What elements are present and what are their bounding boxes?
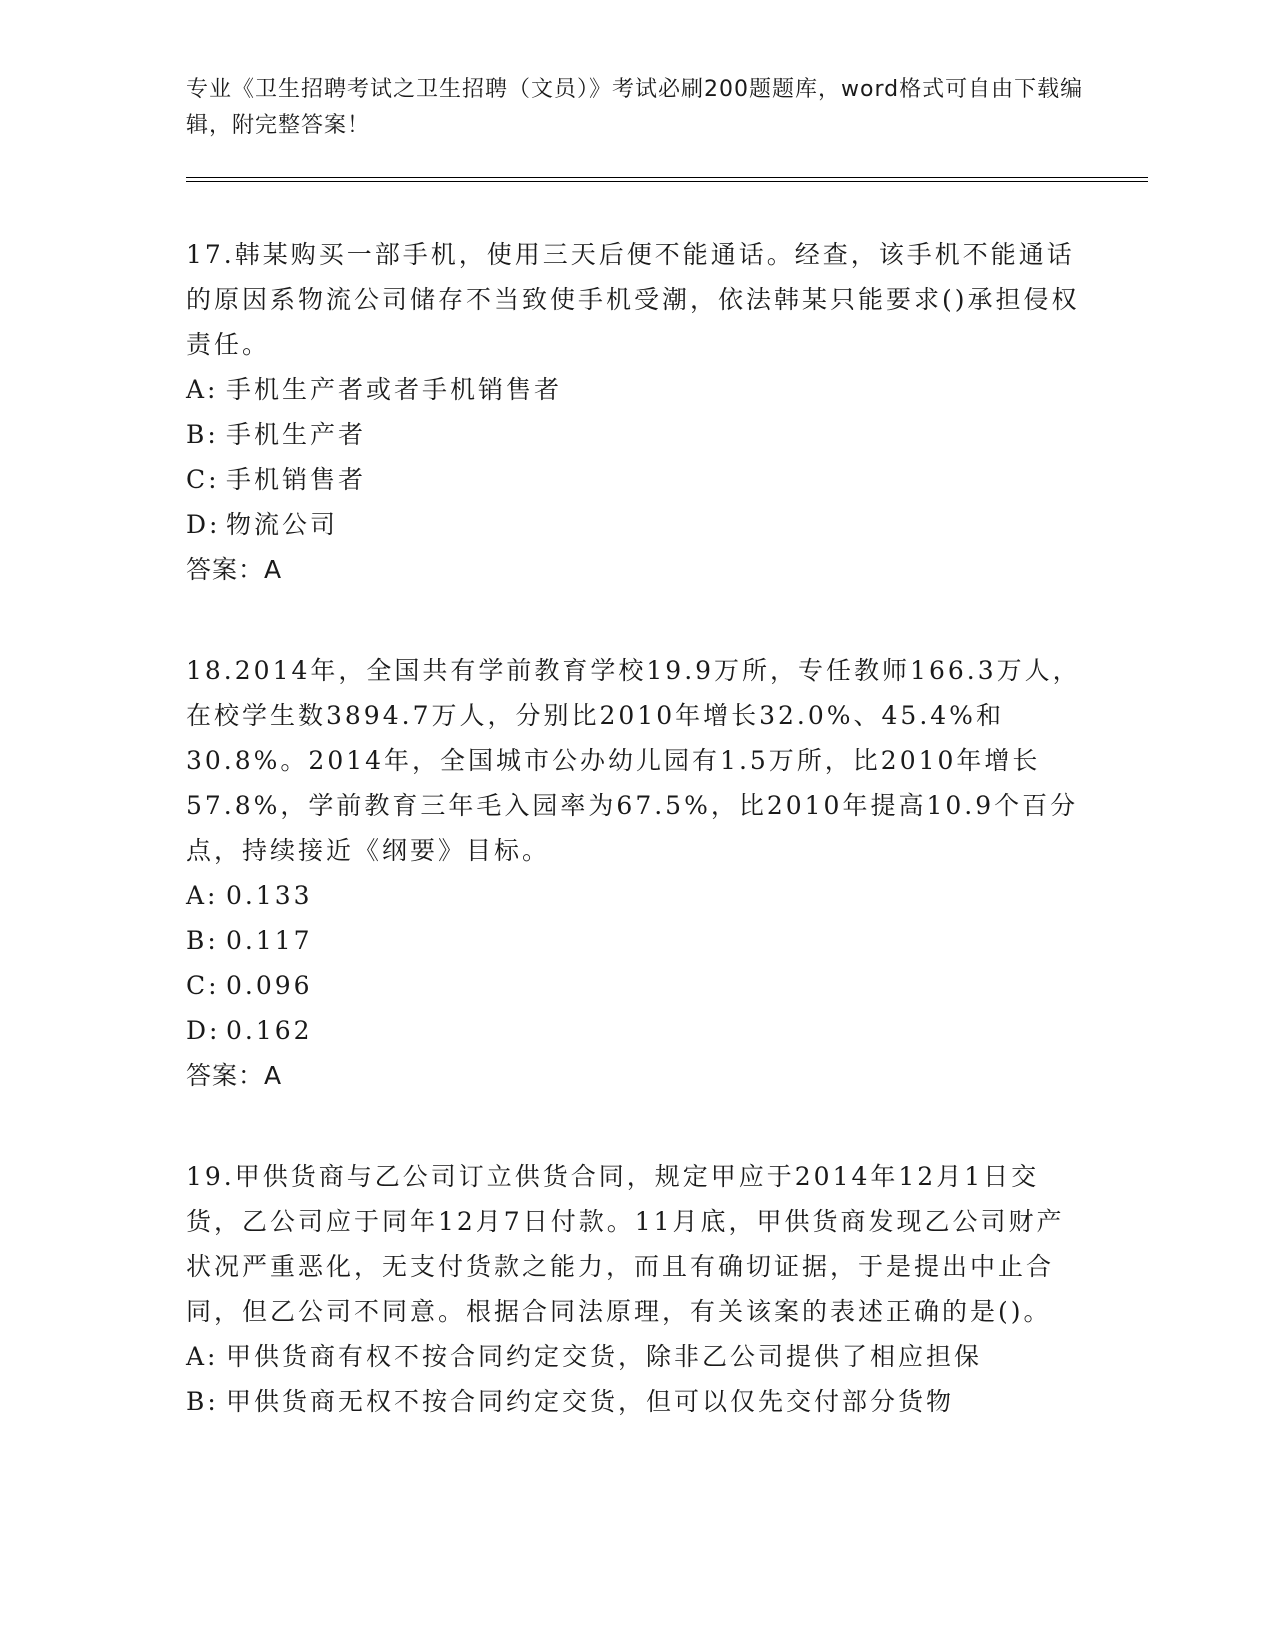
option-b [186,918,1086,963]
answer-value: A [264,1061,283,1090]
question-19 [186,1154,1086,1424]
option-letter: D: [186,510,221,539]
header-divider-bottom [186,181,1148,182]
question-list [186,232,1086,1480]
option-b [186,412,1086,457]
option-c [186,963,1086,1008]
option-c [186,457,1086,502]
option-text: 手机生产者 [226,420,367,449]
option-letter: A: [186,881,219,910]
option-b [186,1379,1086,1424]
answer-line [186,547,1086,592]
option-text: 甲供货商无权不按合同约定交货，但可以仅先交付部分货物 [226,1387,955,1416]
option-text: 0.096 [226,971,313,1000]
option-letter: B: [186,420,219,449]
option-letter: B: [186,1387,219,1416]
question-17 [186,232,1086,592]
option-letter: D: [186,1016,221,1045]
option-a [186,367,1086,412]
header-divider-top [186,177,1148,178]
question-stem: 17.韩某购买一部手机，使用三天后便不能通话。经查，该手机不能通话的原因系物流公司储存不当致使手机受潮，依法韩某只能要求()承担侵权责任。 [186,240,1080,359]
option-text: 甲供货商有权不按合同约定交货，除非乙公司提供了相应担保 [226,1342,983,1371]
answer-label: 答案： [186,1061,265,1090]
document-header: 专业《卫生招聘考试之卫生招聘（文员）》考试必刷200题题库，word格式可自由下载编辑，附完整答案！ [186,77,1084,138]
option-letter: C: [186,465,220,494]
answer-label: 答案： [186,555,265,584]
option-text: 物流公司 [226,510,339,539]
option-text: 手机生产者或者手机销售者 [226,375,563,404]
option-text: 0.162 [226,1016,313,1045]
option-letter: C: [186,971,220,1000]
question-18 [186,648,1086,1098]
option-letter: B: [186,926,219,955]
option-a [186,873,1086,918]
option-text: 0.117 [226,926,313,955]
option-letter: A: [186,1342,219,1371]
question-stem: 19.甲供货商与乙公司订立供货合同，规定甲应于2014年12月1日交货，乙公司应于同年12月7日付款。11月底，甲供货商发现乙公司财产状况严重恶化，无支付货款之能力，而且有确切证据，于是提出中止合同，但乙公司不同意。根据合同法原理，有关该案的表述正确的是()。 [186,1162,1065,1326]
option-a [186,1334,1086,1379]
option-text: 手机销售者 [226,465,367,494]
answer-line [186,1053,1086,1098]
option-text: 0.133 [226,881,313,910]
option-letter: A: [186,375,219,404]
question-stem: 18.2014年，全国共有学前教育学校19.9万所，专任教师166.3万人，在校学生数3894.7万人，分别比2010年增长32.0%、45.4%和30.8%。2014年，全国城市公办幼儿园有1.5万所，比2010年增长57.8%，学前教育三年毛入园率为67.5%，比2010年提高10.9个百分点，持续接近《纲要》目标。 [186,656,1081,865]
answer-value: A [264,555,283,584]
option-d [186,1008,1086,1053]
option-d [186,502,1086,547]
